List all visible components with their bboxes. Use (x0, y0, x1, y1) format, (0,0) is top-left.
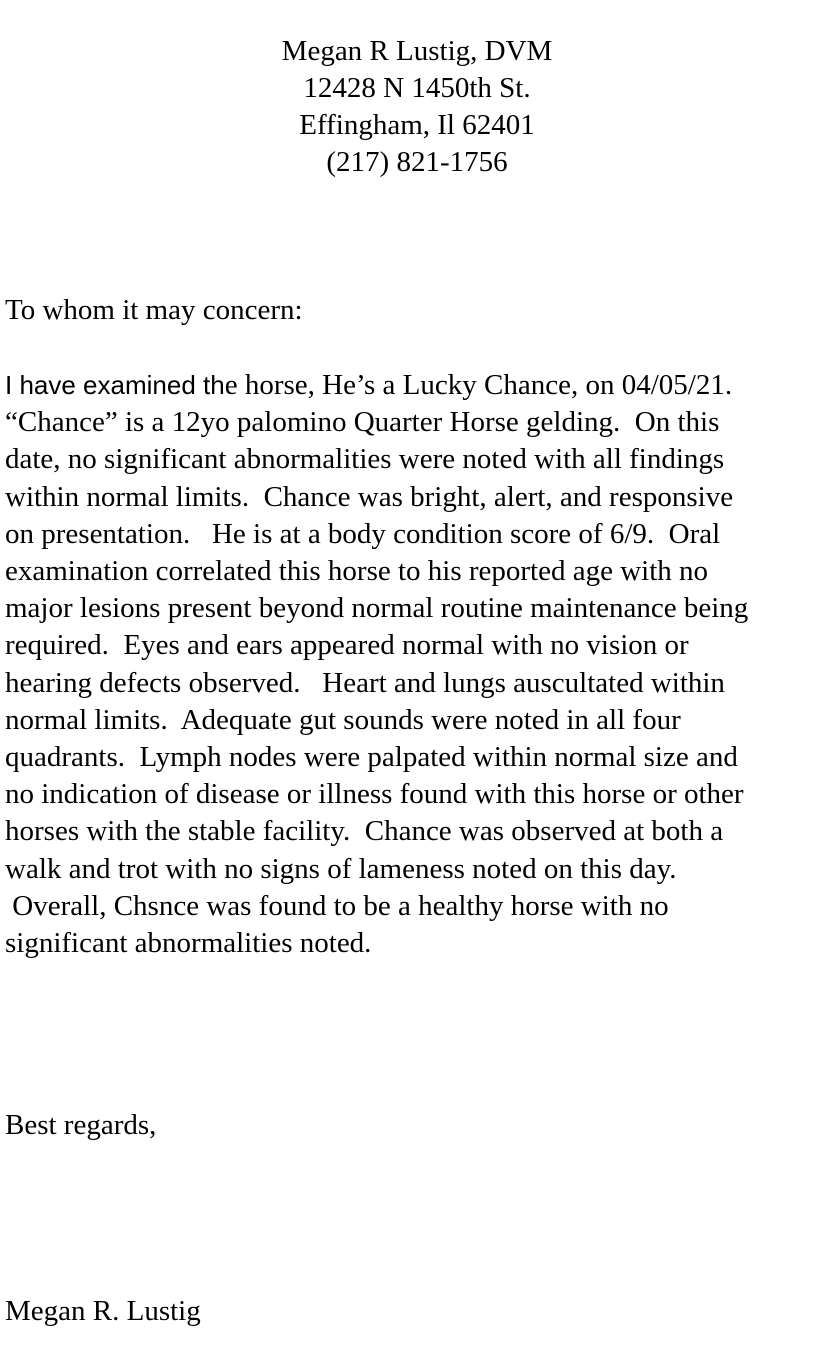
letter-body (5, 367, 828, 962)
vet-name: Megan R Lustig, DVM (281, 35, 553, 67)
street-address: 12428 N 1450th St. (303, 72, 531, 104)
body-line: required. Eyes and ears appeared normal with no vision or (5, 629, 689, 662)
letterhead (0, 33, 828, 181)
salutation: To whom it may concern: (5, 294, 303, 326)
body-line: normal limits. Adequate gut sounds were noted in all four (5, 703, 681, 736)
body-line: major lesions present beyond normal routine maintenance being (5, 592, 749, 625)
closing: Best regards, (5, 1109, 157, 1141)
body-line: “Chance” is a 12yo palomino Quarter Horse gelding. On this (5, 406, 720, 439)
body-line (5, 367, 828, 404)
body-line: significant abnormalities noted. (5, 927, 372, 960)
body-line: within normal limits. Chance was bright, alert, and responsive (5, 480, 734, 513)
body-line-rest: e horse, He’s a Lucky Chance, on 04/05/21. (224, 369, 733, 401)
body-line-start: I have examined th (5, 370, 225, 400)
body-line: date, no significant abnormalities were noted with all findings (5, 443, 725, 476)
phone-number: (217) 821-1756 (326, 146, 508, 178)
signature: Megan R. Lustig (5, 1295, 201, 1327)
city-state-zip: Effingham, Il 62401 (299, 109, 535, 141)
body-line: no indication of disease or illness found with this horse or other (5, 778, 744, 811)
body-line: hearing defects observed. Heart and lungs auscultated within (5, 666, 725, 699)
body-line: examination correlated this horse to his reported age with no (5, 555, 709, 588)
body-line: walk and trot with no signs of lameness noted on this day. (5, 852, 677, 885)
body-line: on presentation. He is at a body condition score of 6/9. Oral (5, 517, 721, 550)
body-line: quadrants. Lymph nodes were palpated within normal size and (5, 741, 738, 774)
body-line: horses with the stable facility. Chance was observed at both a (5, 815, 724, 848)
body-line: Overall, Chsnce was found to be a healthy horse with no (5, 889, 669, 922)
